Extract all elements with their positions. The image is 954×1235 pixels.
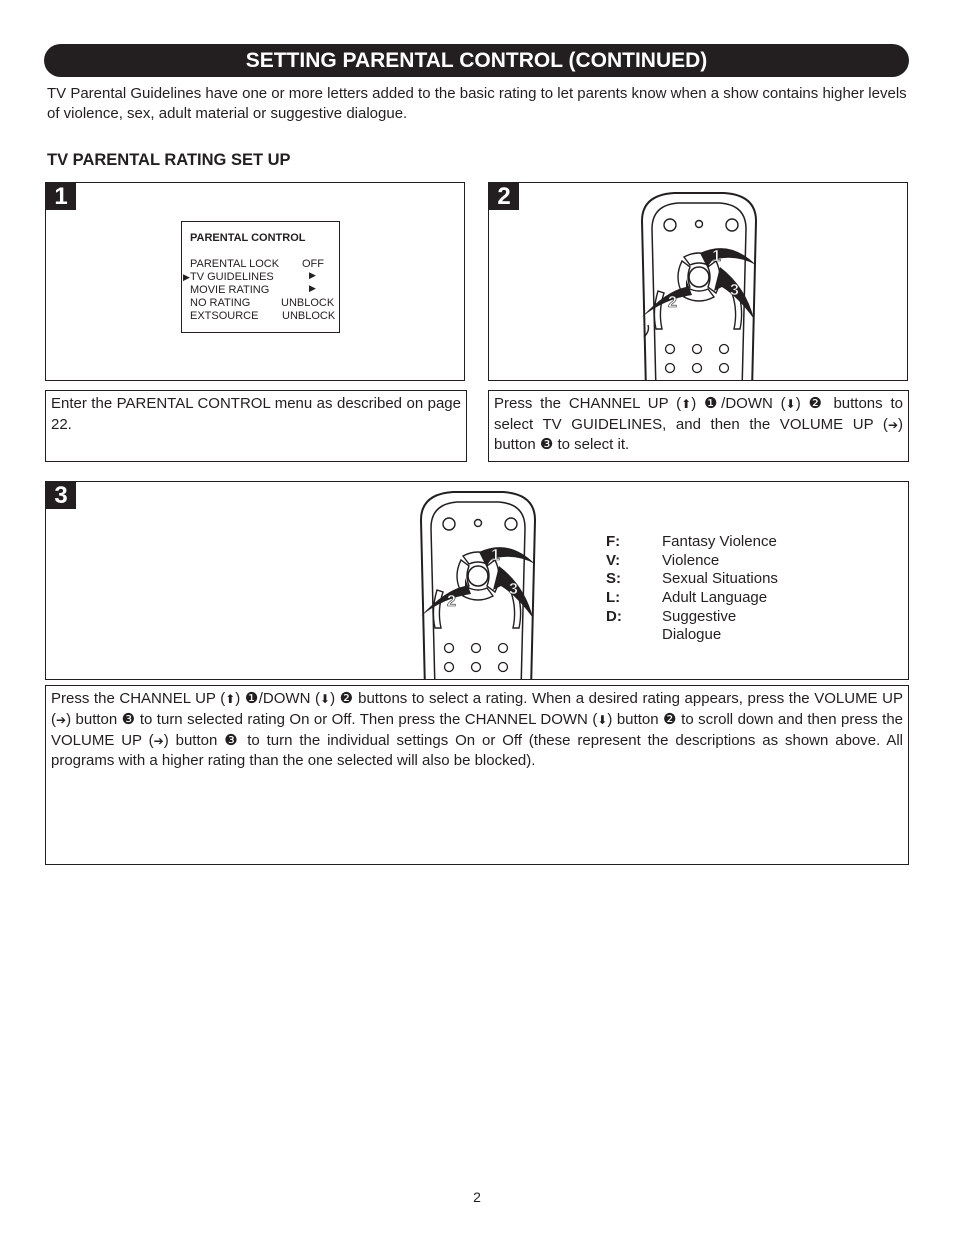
osd-item-parental-lock: PARENTAL LOCK <box>190 258 280 270</box>
intro-paragraph: TV Parental Guidelines have one or more letters added to the basic rating to let parents know when a show contains higher levels of violence, sex, adult material or suggestive dialogue. <box>47 85 907 122</box>
caption-text: ) ❷ buttons to select TV GUIDELINES, and then the VOLUME UP ( <box>494 395 903 433</box>
legend-desc: Suggestive <box>662 608 737 625</box>
down-arrow-icon: ⬇ <box>785 397 796 411</box>
osd-item-no-rating: NO RATING <box>190 297 251 309</box>
osd-arrow-tv-guidelines: ▶ <box>309 270 316 280</box>
osd-item-movie-rating: MOVIE RATING <box>190 284 270 296</box>
step-3-caption <box>45 685 909 865</box>
legend-desc: Violence <box>662 552 720 569</box>
osd-item-extsource: EXTSOURCE <box>190 310 259 322</box>
callout-number-2: 2 <box>668 294 677 311</box>
legend-key: V: <box>606 552 621 569</box>
down-arrow-icon: ⬇ <box>597 712 608 727</box>
caption-text: Press the CHANNEL UP ( <box>494 395 682 412</box>
step-3-badge: 3 <box>46 482 76 509</box>
caption-text: ) button ❸ to turn the individual settings On or Off (these represent the descriptions as shown above. All programs with a higher rating than the one selected will also be blocked). <box>51 731 903 770</box>
right-arrow-icon: ➔ <box>56 712 67 727</box>
right-arrow-icon: ➔ <box>887 417 898 432</box>
legend-key: F: <box>606 533 621 550</box>
parental-control-osd <box>181 221 340 333</box>
step-3-panel <box>45 481 909 680</box>
section-heading: TV PARENTAL RATING SET UP <box>47 151 291 169</box>
caption-text: Press the CHANNEL UP ( <box>51 690 226 707</box>
legend-key: L: <box>606 589 621 606</box>
caption-text: ) ❷ buttons to select a rating. When a desired rating appears, press the VOLUME UP ( <box>51 690 903 728</box>
callout-number-1: 1 <box>712 248 721 265</box>
callout-number-3: 3 <box>509 581 518 598</box>
osd-cursor-icon: ▶ <box>183 272 190 282</box>
remote-control-illustration <box>634 191 764 381</box>
down-arrow-icon: ⬇ <box>320 692 331 706</box>
callout-number-2: 2 <box>447 593 456 610</box>
up-arrow-icon: ⬆ <box>225 692 236 706</box>
osd-item-tv-guidelines: TV GUIDELINES <box>190 271 274 283</box>
callout-number-3: 3 <box>730 282 739 299</box>
legend-desc: Fantasy Violence <box>662 533 777 550</box>
caption-text: ) button ❷ to scroll down and then press the VOLUME UP ( <box>51 710 904 749</box>
step-2-panel <box>488 182 908 381</box>
osd-arrow-movie-rating: ▶ <box>309 283 316 293</box>
step-1-caption-text: Enter the PARENTAL CONTROL menu as described on page 22. <box>51 395 461 433</box>
rating-legend <box>606 533 806 653</box>
remote-control-illustration <box>413 490 543 680</box>
caption-text: ) button ❸ to select it. <box>494 415 903 453</box>
step-1-caption <box>45 390 467 462</box>
legend-key: D: <box>606 608 622 625</box>
up-arrow-icon: ⬆ <box>681 397 692 411</box>
caption-text: ) button ❸ to turn selected rating On or Off. Then press the CHANNEL DOWN ( <box>66 710 598 728</box>
caption-text: ) ❶/DOWN ( <box>691 395 786 412</box>
osd-title: PARENTAL CONTROL <box>190 232 306 244</box>
section-banner: SETTING PARENTAL CONTROL (CONTINUED) <box>44 44 909 77</box>
page-number: 2 <box>473 1189 481 1205</box>
caption-text: ) ❶/DOWN ( <box>235 690 320 707</box>
osd-value-parental-lock: OFF <box>302 258 324 270</box>
legend-key: S: <box>606 570 621 587</box>
callout-number-1: 1 <box>491 547 500 564</box>
legend-desc: Sexual Situations <box>662 570 778 587</box>
right-arrow-icon: ➔ <box>153 733 164 748</box>
legend-desc: Dialogue <box>662 626 722 643</box>
step-1-badge: 1 <box>46 183 76 210</box>
step-2-badge: 2 <box>489 183 519 210</box>
legend-desc: Adult Language <box>662 589 768 606</box>
osd-value-extsource: UNBLOCK <box>282 310 336 322</box>
osd-value-no-rating: UNBLOCK <box>281 297 335 309</box>
step-2-caption <box>488 390 909 462</box>
